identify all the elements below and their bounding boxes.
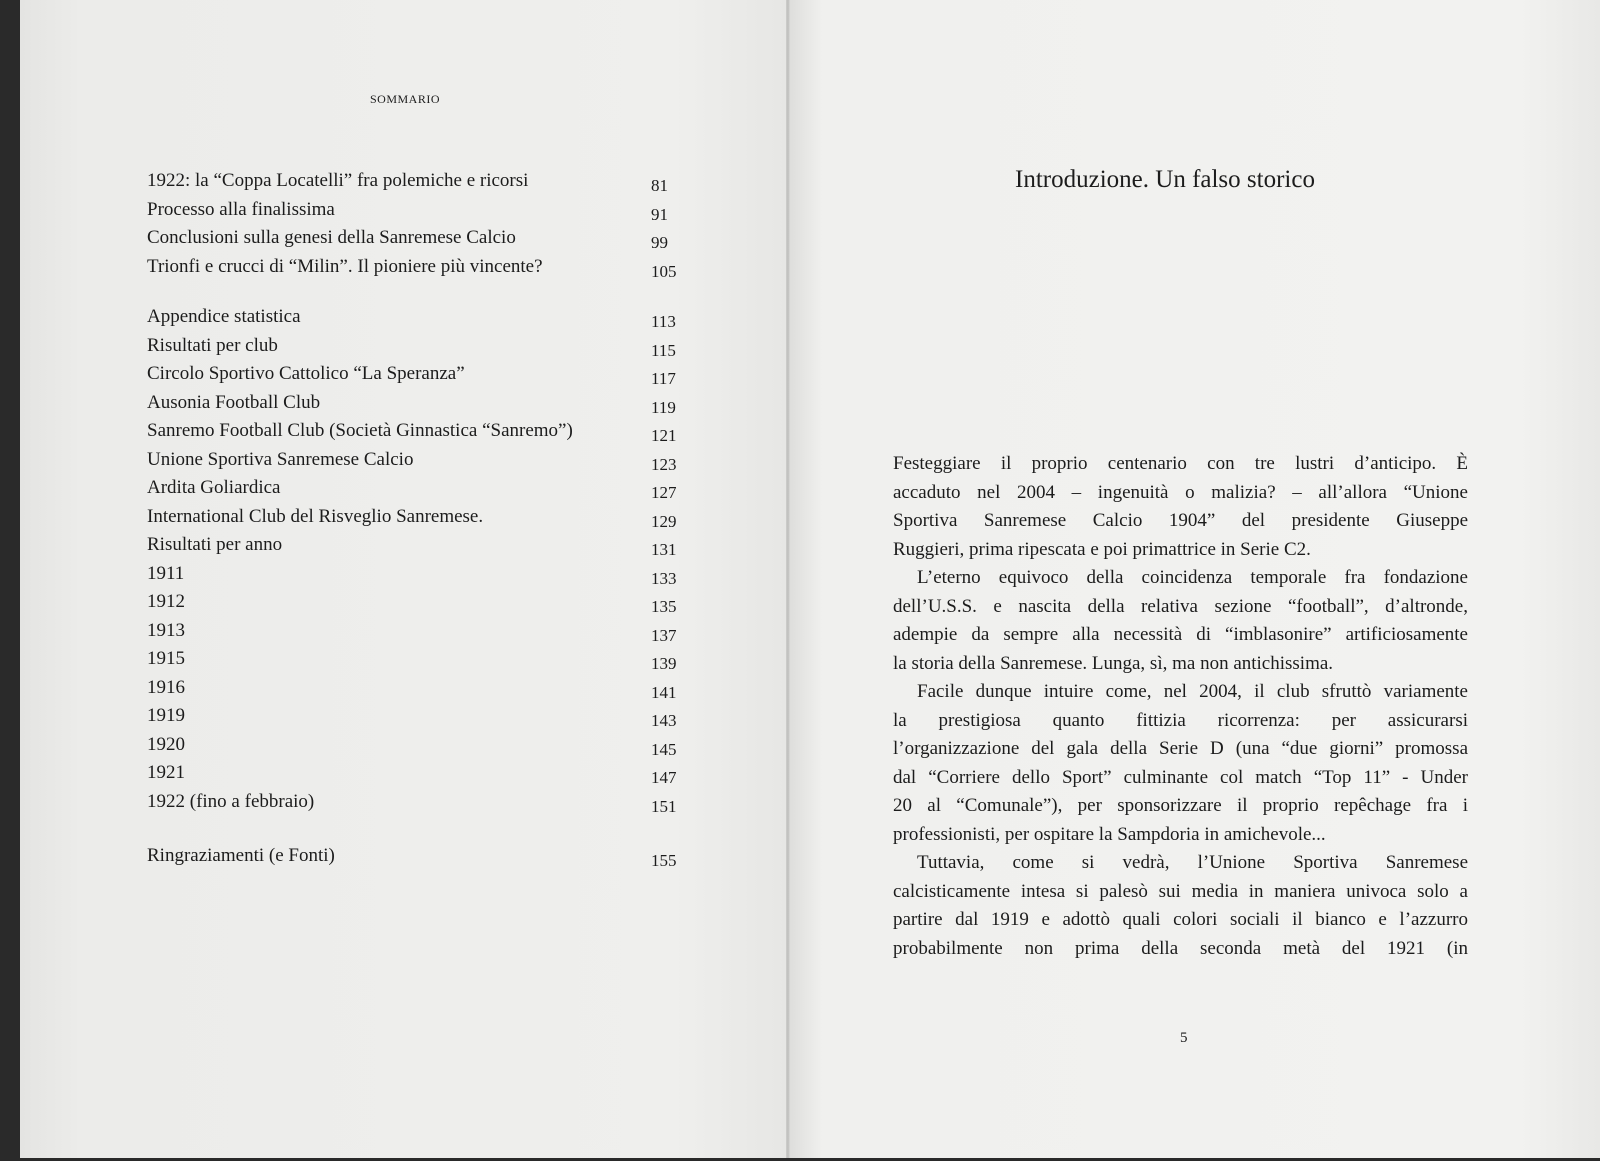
toc-entry-page: 105 — [651, 261, 677, 281]
text-line: Festeggiare il proprio centenario con tre lustri d’anticipo. È — [893, 453, 1468, 474]
text-line: accaduto nel 2004 – ingenuità o malizia? – all’allora “Unione — [893, 481, 1468, 503]
toc-entry — [147, 477, 677, 506]
toc-entry-title: International Club del Risveglio Sanremese. — [147, 505, 484, 527]
toc-entry-page: 141 — [651, 682, 677, 702]
toc-entry — [147, 845, 677, 874]
toc-entry-title: Sanremo Football Club (Società Ginnastica “Sanremo”) — [147, 420, 573, 441]
toc-entry-page: 139 — [651, 654, 677, 673]
toc-entry-title: Risultati per anno — [147, 534, 283, 555]
text-line: 20 al “Comunale”), per sponsorizzare il proprio repêchage fra i — [893, 795, 1468, 816]
toc-entry — [147, 392, 677, 421]
text-line: la storia della Sanremese. Lunga, sì, ma non antichissima. — [893, 652, 1334, 674]
toc-entry — [147, 363, 677, 392]
toc-entry-page: 115 — [651, 340, 676, 360]
toc-entry-title: Conclusioni sulla genesi della Sanremese Calcio — [147, 227, 516, 248]
toc-entry — [147, 420, 677, 449]
toc-entry — [147, 227, 677, 256]
toc-entry — [147, 449, 677, 478]
toc-entry-page: 145 — [651, 739, 677, 759]
toc-entry-title: Circolo Sportivo Cattolico “La Speranza” — [147, 363, 465, 384]
toc-entry — [147, 506, 677, 535]
toc-entry-title: 1920 — [147, 733, 185, 755]
text-line: la prestigiosa quanto fittizia ricorrenza: per assicurarsi — [893, 709, 1468, 731]
toc-entry — [147, 256, 677, 285]
toc-entry-title: Ausonia Football Club — [147, 391, 321, 413]
toc-entry-page: 81 — [651, 176, 668, 195]
text-line: adempie da sempre alla necessità di “imblasonire” artificiosamente — [893, 624, 1468, 645]
body-text — [893, 450, 1468, 963]
toc-entry-page: 151 — [651, 796, 677, 816]
toc-entry — [147, 335, 677, 364]
running-head: SOMMARIO — [369, 92, 440, 106]
toc-entry — [147, 734, 677, 763]
toc-entry — [147, 591, 677, 620]
toc-entry-title: Processo alla finalissima — [147, 198, 335, 220]
toc-entry-title: Risultati per club — [147, 334, 278, 356]
toc-entry — [147, 620, 677, 649]
toc-entry-page: 133 — [651, 568, 677, 588]
toc-entry-page: 143 — [651, 711, 677, 730]
text-line: dell’U.S.S. e nascita della relativa sezione “football”, d’altronde, — [893, 595, 1468, 617]
toc-entry-title: 1922: la “Coppa Locatelli” fra polemiche e ricorsi — [147, 170, 529, 191]
toc-entry-title: 1922 (fino a febbraio) — [147, 790, 315, 812]
toc-entry-page: 129 — [651, 511, 677, 531]
toc-entry — [147, 762, 677, 791]
toc-entry — [147, 677, 677, 706]
text-line: L’eterno equivoco della coincidenza temporale fra fondazione — [917, 567, 1468, 588]
toc-entry-page: 155 — [651, 851, 677, 870]
table-of-contents — [147, 170, 677, 874]
toc-entry — [147, 705, 677, 734]
toc-entry-title: 1921 — [147, 762, 185, 783]
text-line: calcisticamente intesa si palesò sui media in maniera univoca solo a — [893, 880, 1468, 902]
toc-entry-page: 135 — [651, 597, 677, 616]
toc-entry — [147, 306, 677, 335]
toc-entry-title: Unione Sportiva Sanremese Calcio — [147, 448, 414, 470]
toc-entry-page: 131 — [651, 540, 677, 559]
text-line: Facile dunque intuire come, nel 2004, il club sfruttò variamente — [917, 681, 1468, 702]
toc-entry-title: 1911 — [147, 562, 185, 584]
toc-entry — [147, 791, 677, 820]
toc-entry — [147, 534, 677, 563]
toc-entry-page: 123 — [651, 454, 677, 474]
text-line: l’organizzazione del gala della Serie D (una “due giorni” promossa — [893, 738, 1468, 759]
text-line: probabilmente non prima della seconda metà del 1921 (in — [893, 937, 1468, 959]
toc-entry-title: 1912 — [147, 591, 185, 612]
toc-entry-page: 117 — [651, 369, 676, 388]
toc-entry-page: 113 — [651, 312, 676, 331]
toc-entry-page: 137 — [651, 625, 677, 645]
toc-entry-page: 91 — [651, 204, 668, 224]
text-line: professionisti, per ospitare la Sampdoria in amichevole... — [893, 823, 1326, 845]
toc-entry — [147, 648, 677, 677]
text-line: Tuttavia, come si vedrà, l’Unione Sportiva Sanremese — [917, 852, 1468, 873]
text-line: Ruggieri, prima ripescata e poi primattrice in Serie C2. — [893, 538, 1311, 560]
toc-entry — [147, 199, 677, 228]
toc-entry-title: Trionfi e crucci di “Milin”. Il pioniere più vincente? — [147, 255, 543, 277]
toc-entry-title: Ardita Goliardica — [147, 477, 281, 498]
toc-entry-title: Appendice statistica — [147, 306, 301, 327]
text-line: partire dal 1919 e adottò quali colori sociali il bianco e l’azzurro — [893, 909, 1468, 930]
toc-entry-page: 147 — [651, 768, 677, 787]
toc-entry-title: 1913 — [147, 619, 185, 641]
page-number: 5 — [1180, 1030, 1188, 1046]
toc-entry-title: 1915 — [147, 648, 185, 669]
toc-entry-page: 99 — [651, 233, 668, 252]
toc-entry-page: 127 — [651, 483, 677, 502]
text-line: dal “Corriere dello Sport” culminante col match “Top 11” - Under — [893, 766, 1468, 788]
chapter-title: Introduzione. Un falso storico — [1015, 166, 1315, 193]
text-line: Sportiva Sanremese Calcio 1904” del presidente Giuseppe — [893, 510, 1468, 531]
toc-entry — [147, 563, 677, 592]
toc-entry — [147, 170, 677, 199]
toc-entry-page: 121 — [651, 426, 677, 445]
toc-entry-page: 119 — [651, 397, 676, 417]
toc-entry-title: 1916 — [147, 676, 185, 698]
toc-entry-title: Ringraziamenti (e Fonti) — [147, 845, 335, 866]
toc-entry-title: 1919 — [147, 705, 185, 726]
